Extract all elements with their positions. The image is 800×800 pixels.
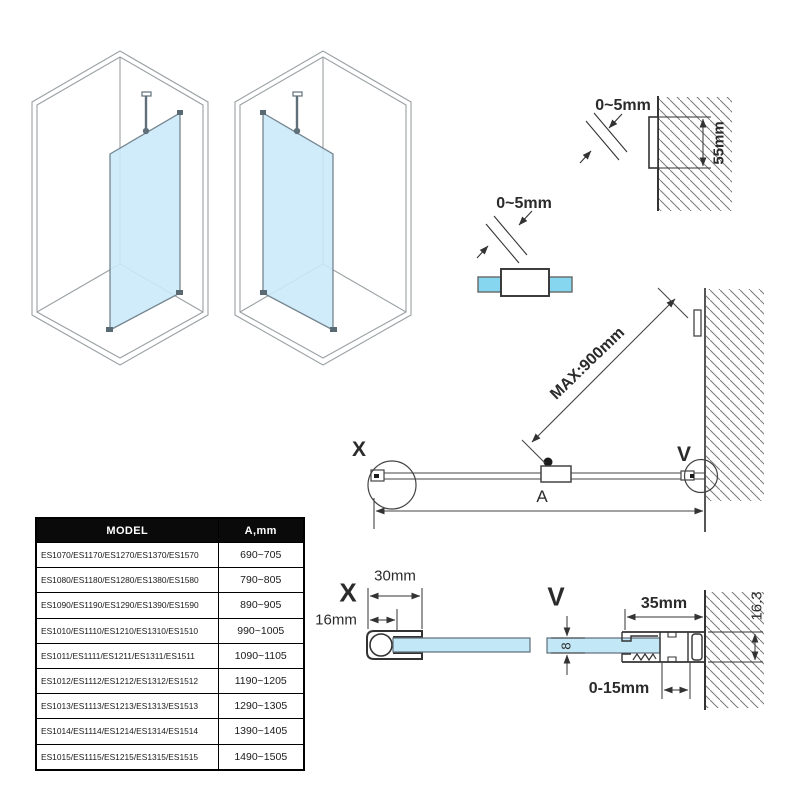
- detail-x-width-label: 30mm: [374, 567, 416, 585]
- glass-plan: [371, 470, 705, 481]
- detail-marker-x: [368, 461, 416, 509]
- glass-panel-right: [260, 110, 337, 332]
- glass-clamp-block: [501, 269, 549, 296]
- model-cell: ES1012/ES1112/ES1212/ES1312/ES1512: [36, 668, 218, 693]
- table-row: [36, 618, 304, 643]
- table-row: [36, 744, 304, 770]
- model-spec-table: [35, 517, 305, 771]
- ceiling-support-rod-left: [142, 92, 151, 134]
- detail-v-width-label: 35mm: [640, 595, 688, 612]
- bracket-height-label: 55mm: [710, 121, 728, 165]
- detail-x-inset-label: 16mm: [315, 611, 357, 629]
- model-cell: ES1080/ES1180/ES1280/ES1380/ES1580: [36, 568, 218, 593]
- table-row: [36, 694, 304, 719]
- gap-indicator-bottom: [477, 211, 532, 263]
- gap-bottom-label: 0~5mm: [496, 195, 552, 212]
- bar-max-label: MAX:900mm: [547, 324, 629, 404]
- dim-30mm: [368, 588, 422, 629]
- table-row: [36, 543, 304, 568]
- dim-16mm: [370, 609, 397, 631]
- ceiling-support-rod-right: [293, 92, 302, 134]
- header-a-mm: A,mm: [218, 518, 304, 543]
- a-cell: 1090~1105: [218, 643, 304, 668]
- table-row: [36, 719, 304, 744]
- detail-x-section: [367, 588, 530, 659]
- detail-x-title: X: [339, 577, 357, 608]
- table-row: [36, 668, 304, 693]
- dim-max-900: [522, 288, 688, 463]
- a-cell: 790~805: [218, 568, 304, 593]
- table-row: [36, 593, 304, 618]
- dim-0-15mm: [662, 663, 690, 699]
- wall-hatch-plan: [706, 289, 764, 501]
- spec-table-header: [36, 518, 304, 543]
- a-cell: 890~905: [218, 593, 304, 618]
- width-a-label: A: [536, 487, 548, 506]
- isometric-view-left: [32, 51, 208, 365]
- plan-glass-clamp: [541, 466, 571, 482]
- model-cell: ES1090/ES1190/ES1290/ES1390/ES1590: [36, 593, 218, 618]
- model-cell: ES1011/ES1111/ES1211/ES1311/ES1511: [36, 643, 218, 668]
- detail-v-title: V: [547, 581, 565, 612]
- glass-panel-left: [106, 110, 183, 332]
- model-cell: ES1013/ES1113/ES1213/ES1313/ES1513: [36, 694, 218, 719]
- plan-wall-plate: [694, 310, 701, 336]
- a-cell: 690~705: [218, 543, 304, 568]
- a-cell: 1190~1205: [218, 668, 304, 693]
- gap-top-label: 0~5mm: [595, 97, 651, 114]
- plan-foot-pin: [544, 458, 553, 467]
- plan-x-label: X: [351, 438, 367, 461]
- detail-v-thickness-label: 8: [558, 642, 574, 650]
- wall-gasket: [692, 634, 702, 660]
- table-row: [36, 568, 304, 593]
- isometric-view-right: [235, 51, 411, 365]
- wall-mount-plate: [649, 117, 658, 168]
- a-cell: 1290~1305: [218, 694, 304, 719]
- model-cell: ES1014/ES1114/ES1214/ES1314/ES1514: [36, 719, 218, 744]
- detail-v-adjust-label: 0-15mm: [588, 680, 650, 697]
- glass-section-x: [393, 638, 530, 652]
- spring-clip: [633, 654, 656, 660]
- a-cell: 1390~1405: [218, 719, 304, 744]
- model-cell: ES1010/ES1110/ES1210/ES1310/ES1510: [36, 618, 218, 643]
- plan-v-label: V: [676, 443, 692, 466]
- a-cell: 1490~1505: [218, 744, 304, 770]
- model-cell: ES1070/ES1170/ES1270/ES1370/ES1570: [36, 543, 218, 568]
- model-cell: ES1015/ES1115/ES1215/ES1315/ES1515: [36, 744, 218, 770]
- support-bar-detail: [477, 0, 800, 296]
- detail-v-height-label: 16.3: [748, 591, 766, 621]
- header-model: MODEL: [36, 518, 218, 543]
- table-row: [36, 643, 304, 668]
- plan-view: [368, 66, 800, 532]
- a-cell: 990~1005: [218, 618, 304, 643]
- gap-indicator-top: [580, 113, 627, 163]
